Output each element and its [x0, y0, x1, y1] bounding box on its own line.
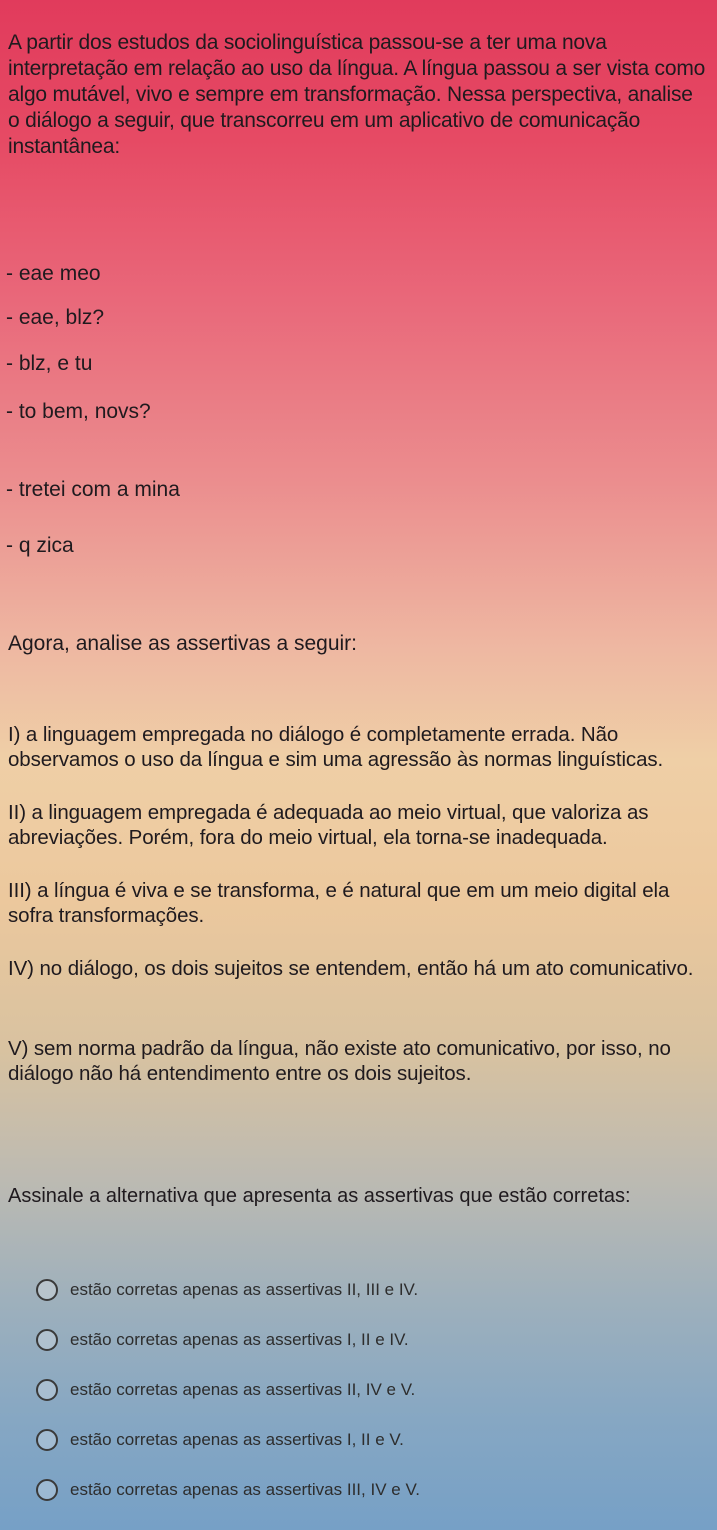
assertion-iii: III) a língua é viva e se transforma, e é natural que em um meio digital ela sofra transformações. [8, 879, 670, 927]
assertion-iv: IV) no diálogo, os dois sujeitos se entendem, então há um ato comunicativo. [8, 957, 694, 980]
radio-button[interactable] [36, 1479, 58, 1501]
assertions-prompt: Agora, analise as assertivas a seguir: [8, 632, 358, 655]
dialogue-line: - eae meo [6, 262, 101, 285]
dialogue-line: - to bem, novs? [6, 400, 151, 423]
radio-button[interactable] [36, 1329, 58, 1351]
answer-option-label: estão corretas apenas as assertivas II, III e IV. [70, 1280, 419, 1299]
answer-option-label: estão corretas apenas as assertivas III, IV e V. [70, 1480, 420, 1499]
answer-option-d[interactable] [36, 1425, 404, 1455]
dialogue-line: - blz, e tu [6, 352, 93, 375]
radio-button[interactable] [36, 1429, 58, 1451]
answer-option-label: estão corretas apenas as assertivas I, II e V. [70, 1430, 404, 1449]
assertion-ii: II) a linguagem empregada é adequada ao meio virtual, que valoriza as abreviações. Porém, fora do meio virtual, ela torna-se inadequada. [8, 801, 649, 849]
answer-option-c[interactable] [36, 1375, 415, 1405]
question-instruction: Assinale a alternativa que apresenta as assertivas que estão corretas: [8, 1185, 631, 1207]
intro-text: A partir dos estudos da sociolinguística passou-se a ter uma nova interpretação em relação ao uso da língua. A língua passou a ser vista como algo mutável, vivo e sempre em transformação. Nessa perspectiva, analise o diálogo a seguir, que transcorreu em um aplicativo de comunicação instantânea: [8, 31, 706, 158]
question-content [8, 30, 708, 160]
assertion-v: V) sem norma padrão da língua, não existe ato comunicativo, por isso, no diálogo não há entendimento entre os dois sujeitos. [8, 1037, 671, 1085]
answer-option-label: estão corretas apenas as assertivas II, IV e V. [70, 1380, 416, 1399]
radio-button[interactable] [36, 1279, 58, 1301]
dialogue-line: - q zica [6, 534, 74, 557]
answer-option-a[interactable] [36, 1275, 418, 1305]
answer-option-b[interactable] [36, 1325, 409, 1355]
answer-option-e[interactable] [36, 1475, 420, 1505]
dialogue-line: - eae, blz? [6, 306, 105, 329]
answer-option-label: estão corretas apenas as assertivas I, II e IV. [70, 1330, 409, 1349]
radio-button[interactable] [36, 1379, 58, 1401]
assertion-i: I) a linguagem empregada no diálogo é completamente errada. Não observamos o uso da língua e sim uma agressão às normas linguísticas. [8, 723, 664, 771]
dialogue-line: - tretei com a mina [6, 478, 180, 501]
